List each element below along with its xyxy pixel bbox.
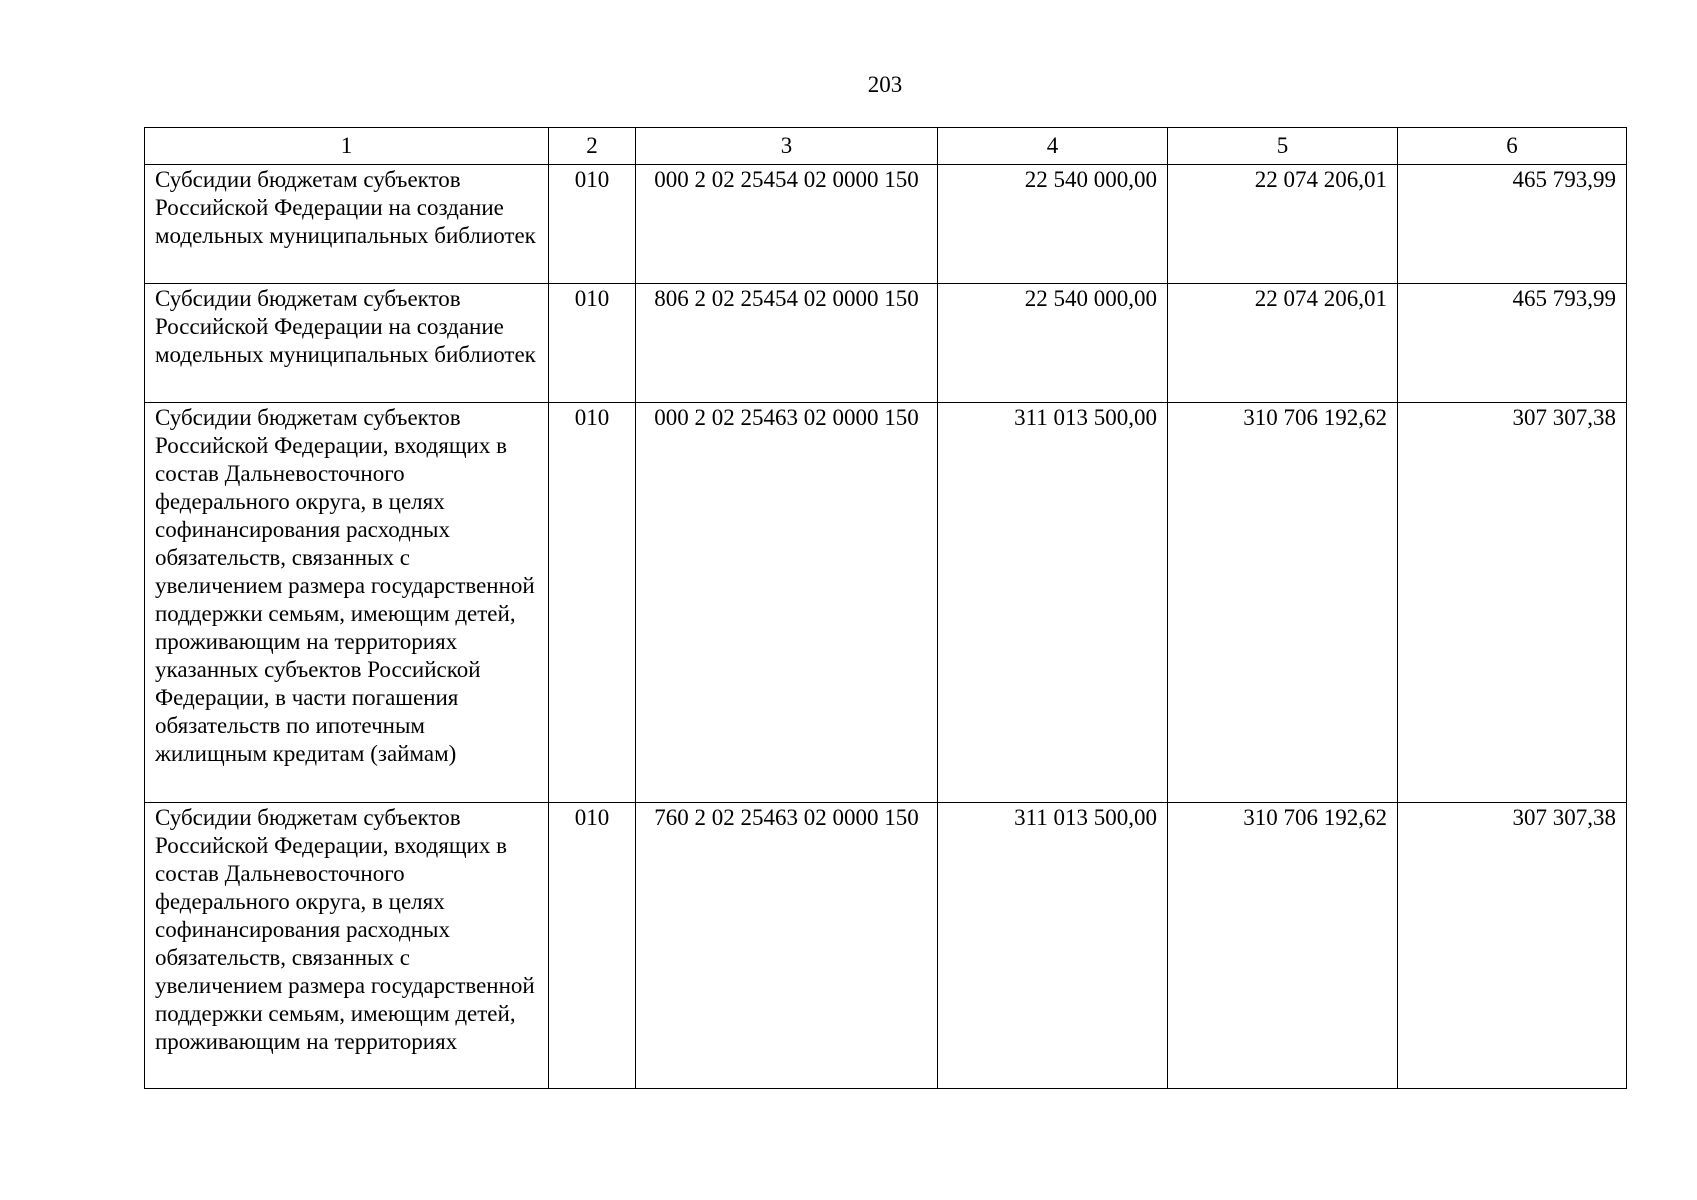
income-name-cell: Субсидии бюджетам субъектов Российской Федерации, входящих в состав Дальневосточного федерального округа, в целях софинансирования расходных обязательств, связанных с увеличением размера государственной поддержки семьям, имеющим детей, проживающим на территориях — [145, 803, 549, 1089]
table-row — [145, 165, 1627, 284]
line-code-cell: 010 — [549, 284, 636, 403]
classification-code-cell: 000 2 02 25463 02 0000 150 — [636, 403, 938, 803]
executed-amount-cell: 310 706 192,62 — [1168, 803, 1398, 1089]
table-header — [145, 128, 1627, 165]
approved-amount-cell: 22 540 000,00 — [938, 284, 1168, 403]
classification-code-cell: 806 2 02 25454 02 0000 150 — [636, 284, 938, 403]
header-row — [145, 128, 1627, 165]
column-header-3: 3 — [636, 128, 938, 165]
column-header-6: 6 — [1398, 128, 1627, 165]
line-code-cell: 010 — [549, 803, 636, 1089]
unexecuted-amount-cell: 465 793,99 — [1398, 165, 1627, 284]
column-header-2: 2 — [549, 128, 636, 165]
table-body — [145, 165, 1627, 1089]
line-code-cell: 010 — [549, 165, 636, 284]
approved-amount-cell: 311 013 500,00 — [938, 803, 1168, 1089]
income-name-cell: Субсидии бюджетам субъектов Российской Федерации, входящих в состав Дальневосточного федерального округа, в целях софинансирования расходных обязательств, связанных с увеличением размера государственной поддержки семьям, имеющим детей, проживающим на территориях указанных субъектов Российской Федерации, в части погашения обязательств по ипотечным жилищным кредитам (займам) — [145, 403, 549, 803]
executed-amount-cell: 310 706 192,62 — [1168, 403, 1398, 803]
income-name-cell: Субсидии бюджетам субъектов Российской Федерации на создание модельных муниципальных библиотек — [145, 165, 549, 284]
column-header-1: 1 — [145, 128, 549, 165]
column-header-4: 4 — [938, 128, 1168, 165]
classification-code-cell: 760 2 02 25463 02 0000 150 — [636, 803, 938, 1089]
page-number: 203 — [867, 72, 903, 97]
unexecuted-amount-cell: 465 793,99 — [1398, 284, 1627, 403]
approved-amount-cell: 311 013 500,00 — [938, 403, 1168, 803]
table-row — [145, 403, 1627, 803]
approved-amount-cell: 22 540 000,00 — [938, 165, 1168, 284]
table-row — [145, 284, 1627, 403]
line-code-cell: 010 — [549, 403, 636, 803]
column-header-5: 5 — [1168, 128, 1398, 165]
unexecuted-amount-cell: 307 307,38 — [1398, 403, 1627, 803]
unexecuted-amount-cell: 307 307,38 — [1398, 803, 1627, 1089]
budget-execution-table — [144, 127, 1627, 1089]
executed-amount-cell: 22 074 206,01 — [1168, 165, 1398, 284]
classification-code-cell: 000 2 02 25454 02 0000 150 — [636, 165, 938, 284]
executed-amount-cell: 22 074 206,01 — [1168, 284, 1398, 403]
table-row — [145, 803, 1627, 1089]
income-name-cell: Субсидии бюджетам субъектов Российской Федерации на создание модельных муниципальных библиотек — [145, 284, 549, 403]
